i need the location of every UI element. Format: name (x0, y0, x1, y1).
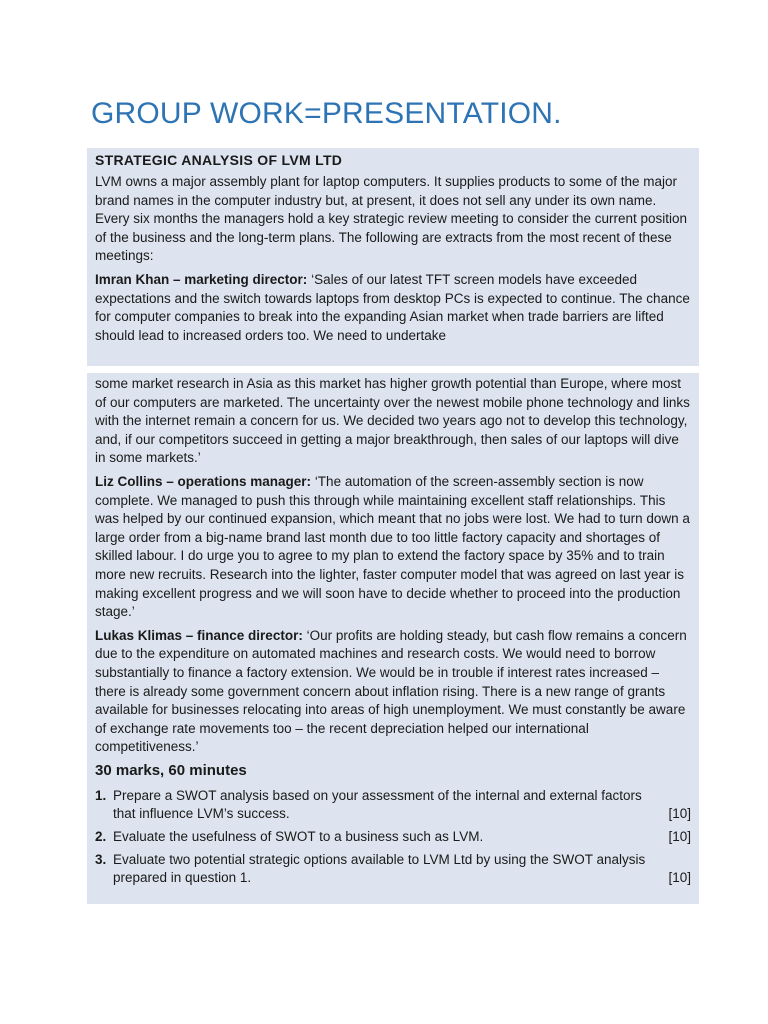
question-marks: [10] (668, 870, 691, 886)
case-study-box-top (87, 148, 699, 366)
question-marks: [10] (668, 829, 691, 845)
speaker-quote: ‘Sales of our latest TFT screen models have exceeded expectations and the switch towards laptops from desktop PCs is expected to continue. The chance for computer companies to break into the expanding Asian market when trade barriers are lifted should lead to increased orders too. We need to undertake (95, 271, 690, 343)
case-study-title: STRATEGIC ANALYSIS OF LVM LTD (95, 152, 343, 168)
speaker-paragraph-imran (95, 271, 691, 345)
question-number: 2. (95, 829, 107, 845)
speaker-name: Imran Khan – marketing director: (95, 271, 308, 287)
question-number: 3. (95, 851, 107, 867)
question-text: Evaluate the usefulness of SWOT to a business such as LVM. (113, 829, 484, 845)
speaker-quote-continued: some market research in Asia as this market has higher growth potential than Europe, where most of our computers are marketed. The uncertainty over the newest mobile phone technology and links with the internet remain a concern for us. We decided two years ago not to develop this technology, and, if our competitors succeed in getting a major breakthrough, then sales of our laptops will dive in some markets.’ (95, 376, 690, 466)
document-heading: GROUP WORK=PRESENTATION. (91, 97, 562, 130)
question-text: Evaluate two potential strategic options available to LVM Ltd by using the SWOT analysis prepared in question 1. (113, 851, 646, 886)
question-item (95, 787, 691, 824)
question-item (95, 851, 691, 888)
marks-and-time: 30 marks, 60 minutes (95, 761, 247, 779)
question-marks: [10] (668, 806, 691, 822)
speaker-name: Liz Collins – operations manager: (95, 473, 312, 489)
speaker-name: Lukas Klimas – finance director: (95, 627, 303, 643)
speaker-quote: ‘Our profits are holding steady, but cash flow remains a concern due to the expenditure on automated machines and research costs. We would need to borrow substantially to finance a factory extension. We would be in trouble if interest rates increased – there is already some government concern about inflation rising. There is a new range of grants available for businesses relocating into areas of high unemployment. We must constantly be aware of exchange rate movements too – the recent depreciation helped our international competitiveness.’ (95, 627, 687, 755)
speaker-paragraph-lukas (95, 627, 691, 757)
question-list (95, 787, 691, 888)
speaker-quote: ‘The automation of the screen-assembly section is now complete. We managed to push this through while maintaining excellent staff relationships. This was helped by our continued expansion, which meant that no jobs were lost. We had to turn down a large order from a big-name brand last month due to too little factory capacity and shortages of skilled labour. I do urge you to agree to my plan to extend the factory space by 35% and to train more new recruits. Research into the lighter, faster computer model that was agreed on last year is making excellent progress and we will soon have to decide whether to proceed into the production stage.’ (95, 473, 690, 620)
case-study-intro: LVM owns a major assembly plant for laptop computers. It supplies products to some of the major brand names in the computer industry but, at present, it does not sell any under its own name. Every six months the managers hold a key strategic review meeting to consider the current position of the business and the long-term plans. The following are extracts from the most recent of these meetings: (95, 174, 688, 264)
question-number: 1. (95, 787, 107, 803)
question-item (95, 828, 691, 847)
case-study-box-bottom (87, 373, 699, 904)
speaker-paragraph-liz (95, 473, 691, 622)
question-text: Prepare a SWOT analysis based on your assessment of the internal and external factors that influence LVM’s success. (113, 787, 642, 822)
